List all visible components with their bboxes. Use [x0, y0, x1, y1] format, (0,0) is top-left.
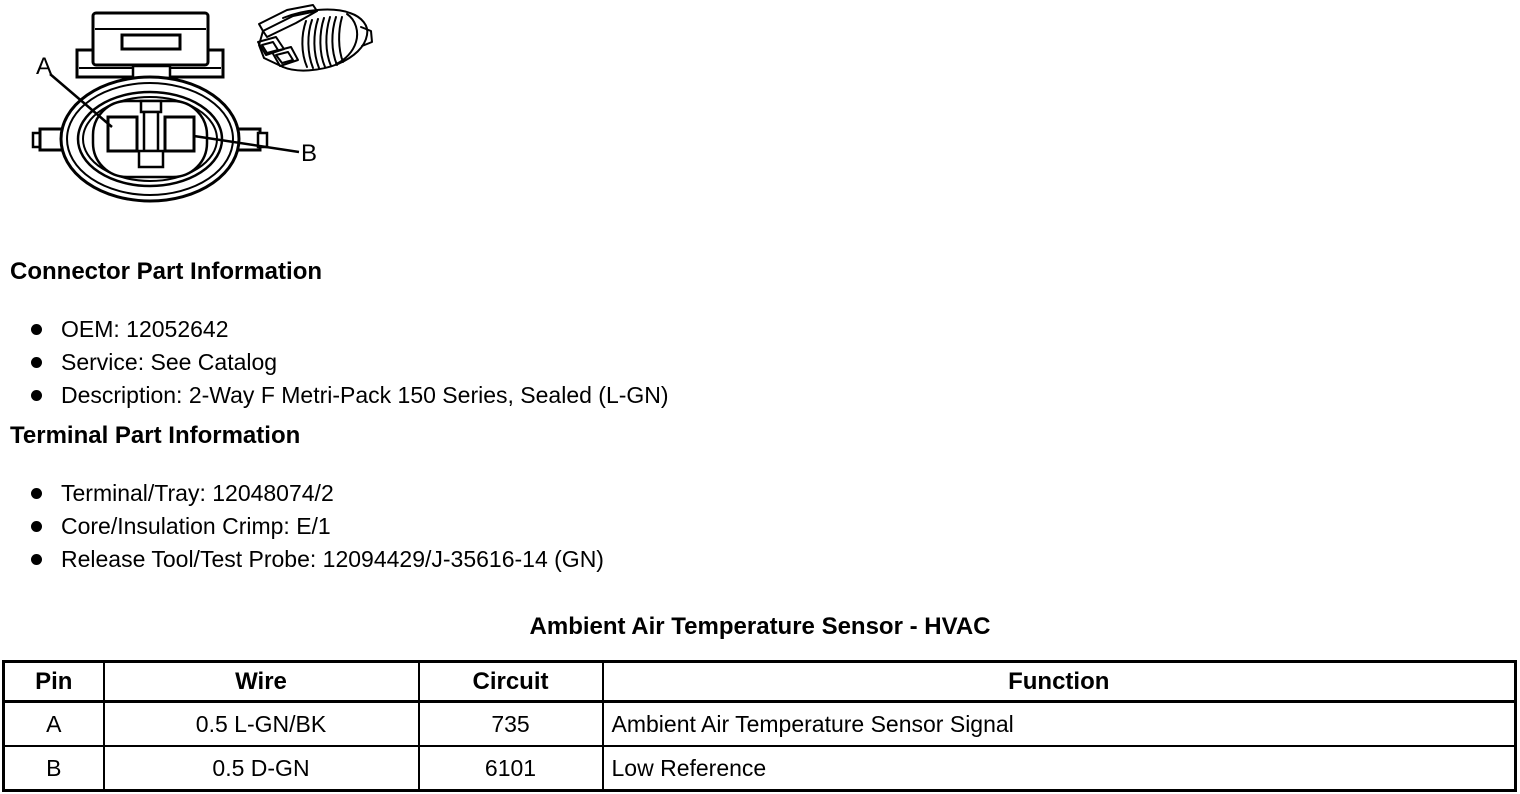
list-item-text: OEM: 12052642 [61, 316, 229, 342]
connector-front-view [33, 13, 267, 201]
table-header-row [4, 662, 1516, 702]
connector-diagram [0, 0, 400, 232]
pin-a-label: A [36, 53, 53, 80]
bullet-icon [31, 488, 42, 499]
list-item-crimp [31, 510, 604, 543]
cavity-b [165, 117, 194, 151]
connector-info-list [31, 313, 669, 412]
list-item-release-tool [31, 543, 604, 576]
cell-circuit: 6101 [419, 746, 603, 791]
list-item-text: Service: See Catalog [61, 349, 278, 375]
col-header-pin: Pin [4, 662, 104, 702]
table-title: Ambient Air Temperature Sensor - HVAC [529, 613, 991, 640]
bullet-icon [31, 390, 42, 401]
bullet-icon [31, 521, 42, 532]
list-item-text: Terminal/Tray: 12048074/2 [61, 480, 334, 506]
col-header-wire: Wire [104, 662, 419, 702]
connector-part-heading: Connector Part Information [10, 258, 323, 285]
list-item-text: Core/Insulation Crimp: E/1 [61, 513, 331, 539]
cell-circuit: 735 [419, 702, 603, 747]
cell-pin: B [4, 746, 104, 791]
cell-pin: A [4, 702, 104, 747]
terminal-part-heading: Terminal Part Information [10, 422, 301, 449]
table-row [4, 746, 1516, 791]
cavity-a [108, 117, 137, 151]
pin-b-label: B [301, 140, 318, 167]
list-item-text: Description: 2-Way F Metri-Pack 150 Series, Sealed (L-GN) [61, 382, 669, 408]
list-item-service [31, 346, 669, 379]
list-item-terminal-tray [31, 477, 604, 510]
terminal-info-list [31, 477, 604, 576]
list-item-text: Release Tool/Test Probe: 12094429/J-35616-14 (GN) [61, 546, 604, 572]
bullet-icon [31, 554, 42, 565]
col-header-circuit: Circuit [419, 662, 603, 702]
bullet-icon [31, 324, 42, 335]
cell-function: Low Reference [603, 746, 1516, 791]
cell-wire: 0.5 L-GN/BK [104, 702, 419, 747]
col-header-function: Function [603, 662, 1516, 702]
list-item-oem [31, 313, 669, 346]
connector-isometric-view [258, 5, 372, 71]
list-item-description [31, 379, 669, 412]
table-row [4, 702, 1516, 747]
pinout-table [2, 660, 1517, 792]
cell-function: Ambient Air Temperature Sensor Signal [603, 702, 1516, 747]
bullet-icon [31, 357, 42, 368]
cell-wire: 0.5 D-GN [104, 746, 419, 791]
